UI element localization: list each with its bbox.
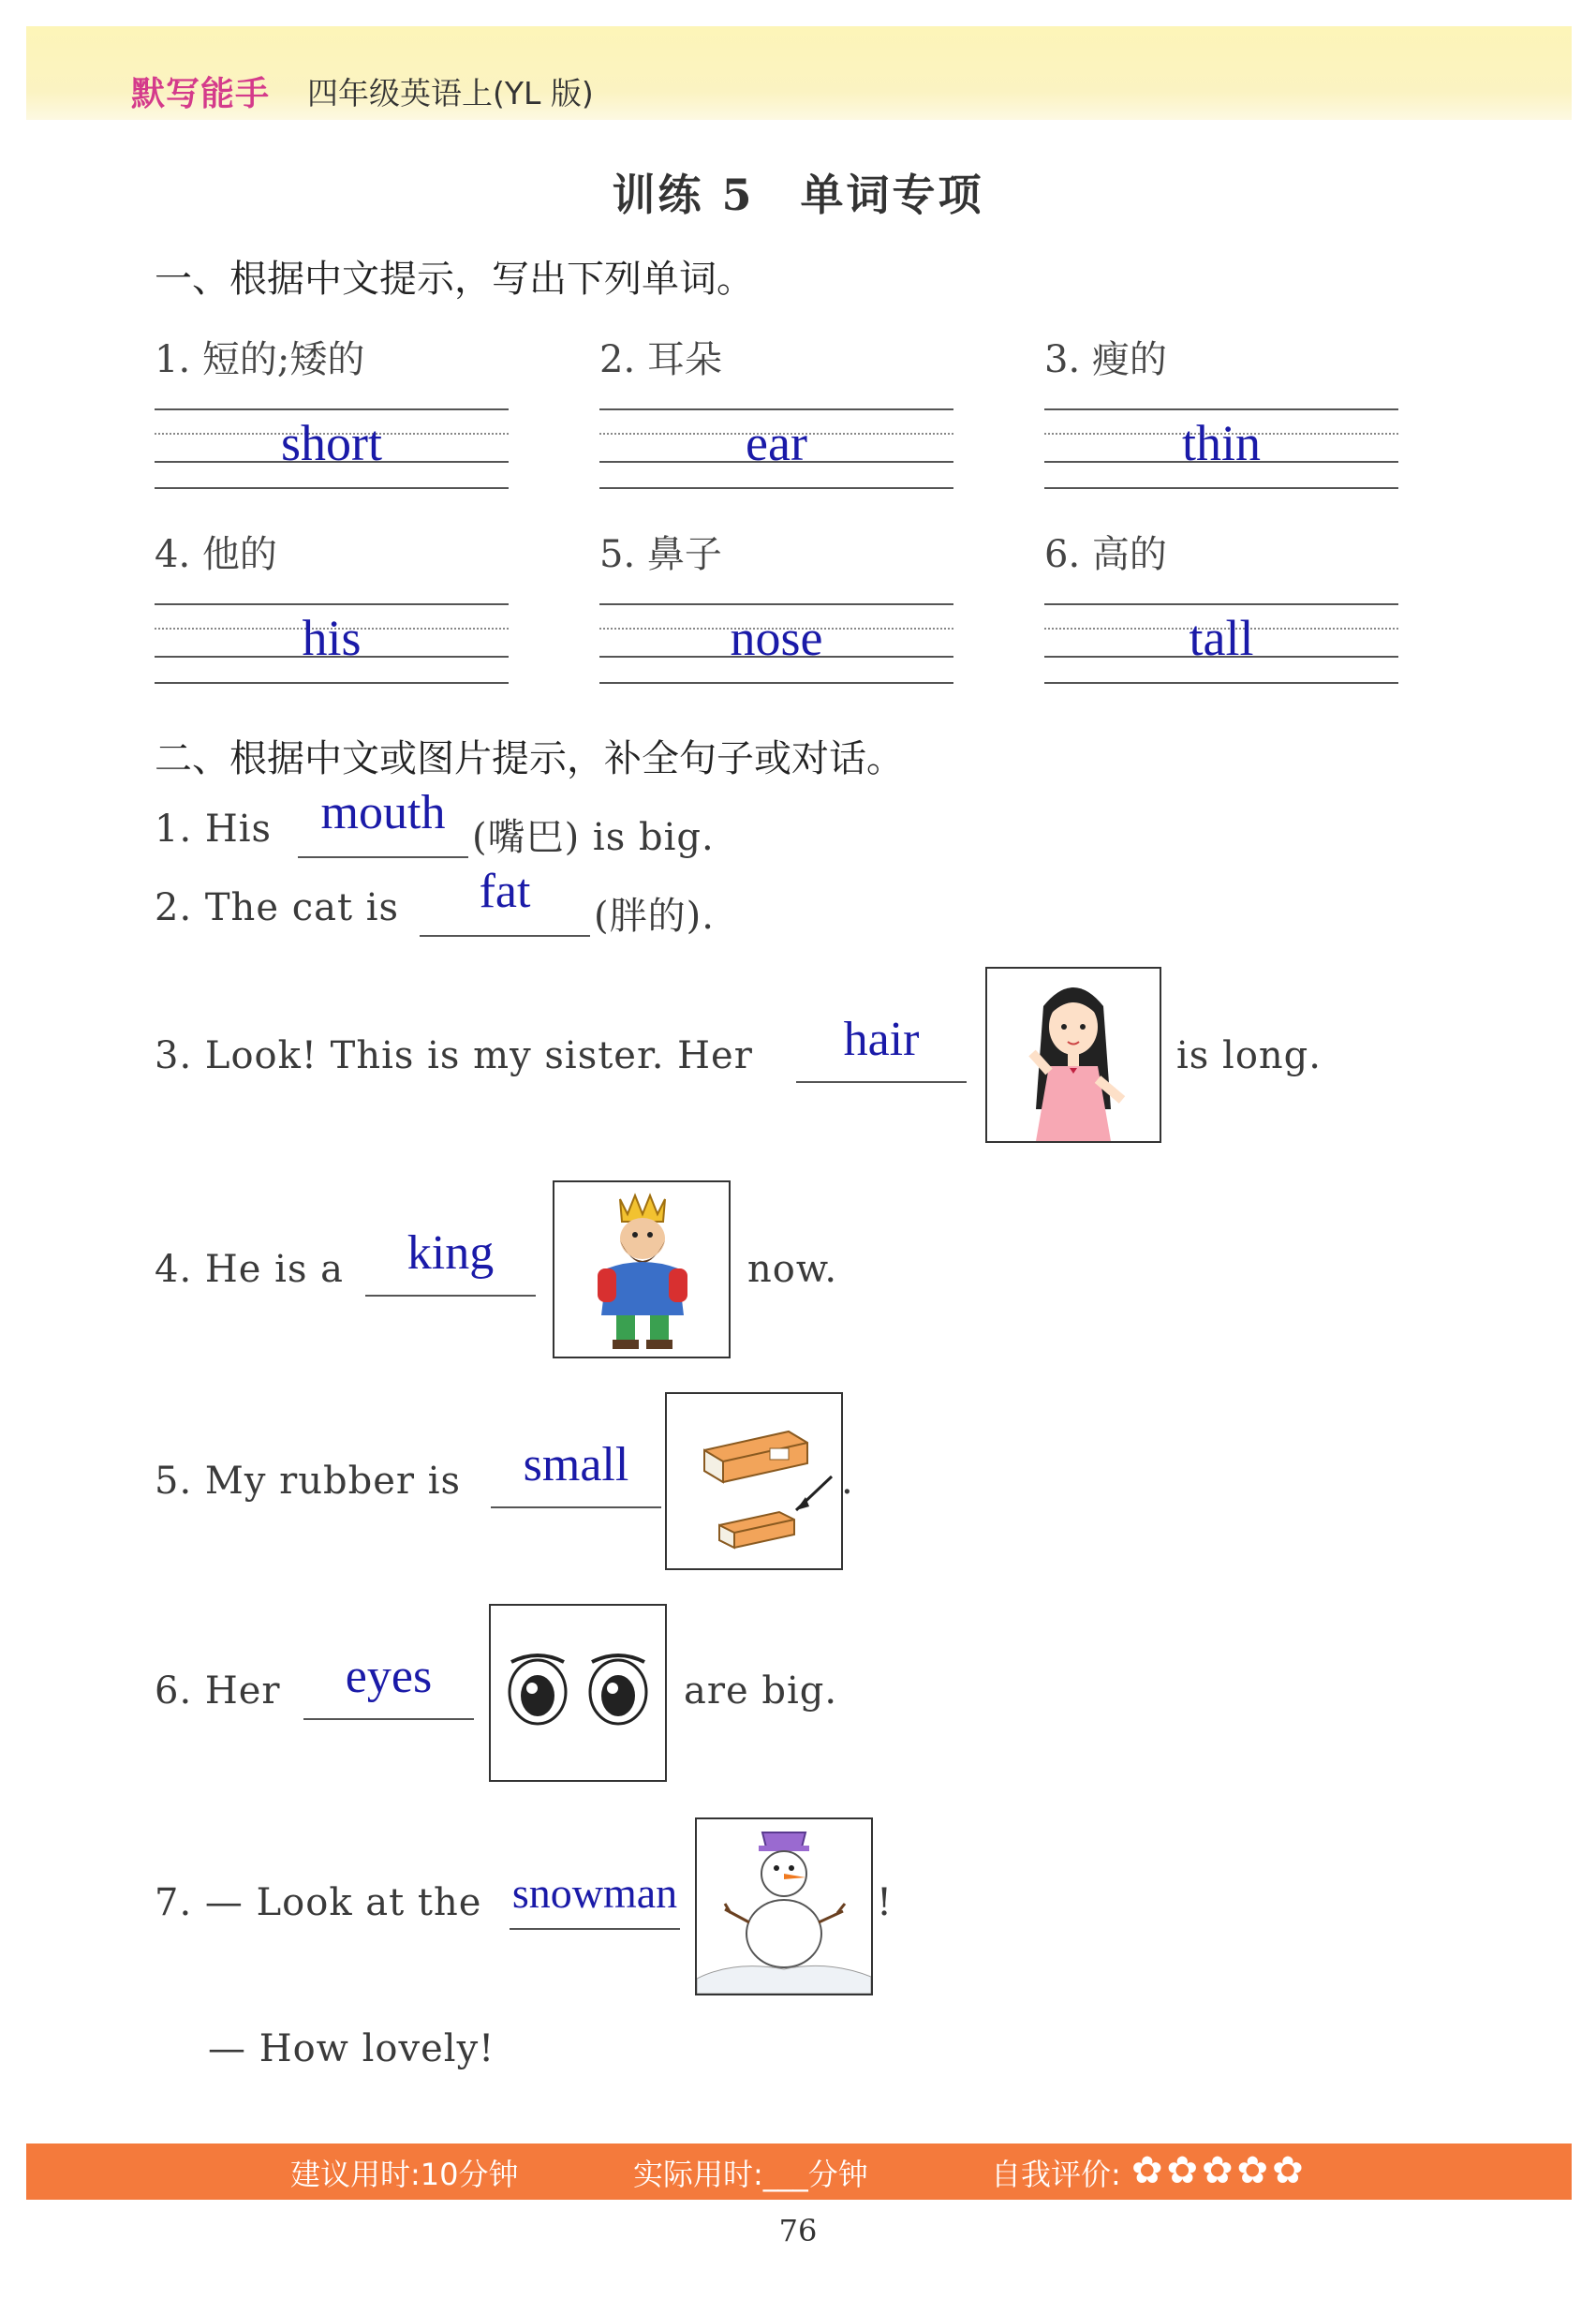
actual-time: 实际用时:___分钟 xyxy=(633,2157,868,2192)
q7-before: 7. — Look at the xyxy=(155,1881,482,1924)
s1-prompt-2: 2. 耳朵 xyxy=(599,338,722,381)
q4-answer: king xyxy=(406,1226,495,1280)
s1-prompt-1: 1. 短的;矮的 xyxy=(155,338,365,381)
q4-before: 4. He is a xyxy=(155,1248,345,1291)
q4-blank xyxy=(365,1295,536,1297)
q2-before: 2. The cat is xyxy=(155,886,400,929)
q1-blank xyxy=(298,856,468,858)
q3-before: 3. Look! This is my sister. Her xyxy=(155,1034,753,1077)
s1-answer-2: ear xyxy=(746,415,807,471)
s1-answer-4: his xyxy=(302,610,362,666)
q5-before: 5. My rubber is xyxy=(155,1460,462,1503)
q1-before: 1. His xyxy=(155,808,273,851)
rating-stars-icon[interactable]: ✿✿✿✿✿ xyxy=(1131,2149,1308,2192)
girl-long-hair-picture xyxy=(985,967,1161,1143)
king-picture xyxy=(553,1180,731,1358)
s1-prompt-4: 4. 他的 xyxy=(155,533,277,576)
q7-blank xyxy=(510,1928,680,1930)
q3-blank xyxy=(796,1081,967,1083)
s1-prompt-6: 6. 高的 xyxy=(1044,533,1167,576)
snowman-picture xyxy=(695,1817,873,1995)
page-number: 76 xyxy=(778,2213,818,2248)
q1-answer: mouth xyxy=(320,786,446,839)
section1-heading: 一、根据中文提示，写出下列单词。 xyxy=(155,258,754,301)
q2-after: (胖的). xyxy=(594,895,715,938)
s1-prompt-3: 3. 瘦的 xyxy=(1044,338,1167,381)
q5-after: . xyxy=(841,1460,854,1503)
q2-blank xyxy=(420,935,590,937)
page-title: 训练 5 单词专项 xyxy=(612,170,984,220)
s1-answer-1: short xyxy=(281,415,382,471)
brand-logo: 默写能手 xyxy=(131,75,271,113)
big-eyes-picture xyxy=(489,1604,667,1782)
q3-after: is long. xyxy=(1176,1034,1322,1077)
s1-answer-6: tall xyxy=(1189,610,1254,666)
s1-answer-3: thin xyxy=(1181,415,1261,471)
q7-after: ! xyxy=(877,1881,894,1924)
section2-heading: 二、根据中文或图片提示，补全句子或对话。 xyxy=(155,737,904,780)
q6-answer: eyes xyxy=(345,1650,433,1703)
q5-blank xyxy=(491,1506,661,1508)
q7-answer: snowman xyxy=(511,1869,678,1917)
q7-reply: — How lovely! xyxy=(208,2027,495,2070)
q6-blank xyxy=(303,1718,474,1720)
q1-after: (嘴巴) is big. xyxy=(472,816,715,859)
q2-answer: fat xyxy=(479,865,531,918)
rubbers-picture xyxy=(665,1392,843,1570)
q6-after: are big. xyxy=(684,1669,838,1713)
q3-answer: hair xyxy=(843,1013,920,1066)
suggested-time: 建议用时:10分钟 xyxy=(290,2157,519,2192)
q6-before: 6. Her xyxy=(155,1669,281,1713)
book-subtitle: 四年级英语上(YL 版) xyxy=(307,75,594,111)
q5-answer: small xyxy=(523,1438,629,1491)
s1-answer-5: nose xyxy=(730,610,823,666)
s1-prompt-5: 5. 鼻子 xyxy=(599,533,722,576)
q4-after: now. xyxy=(747,1248,838,1291)
self-evaluation-label: 自我评价: xyxy=(991,2157,1121,2192)
